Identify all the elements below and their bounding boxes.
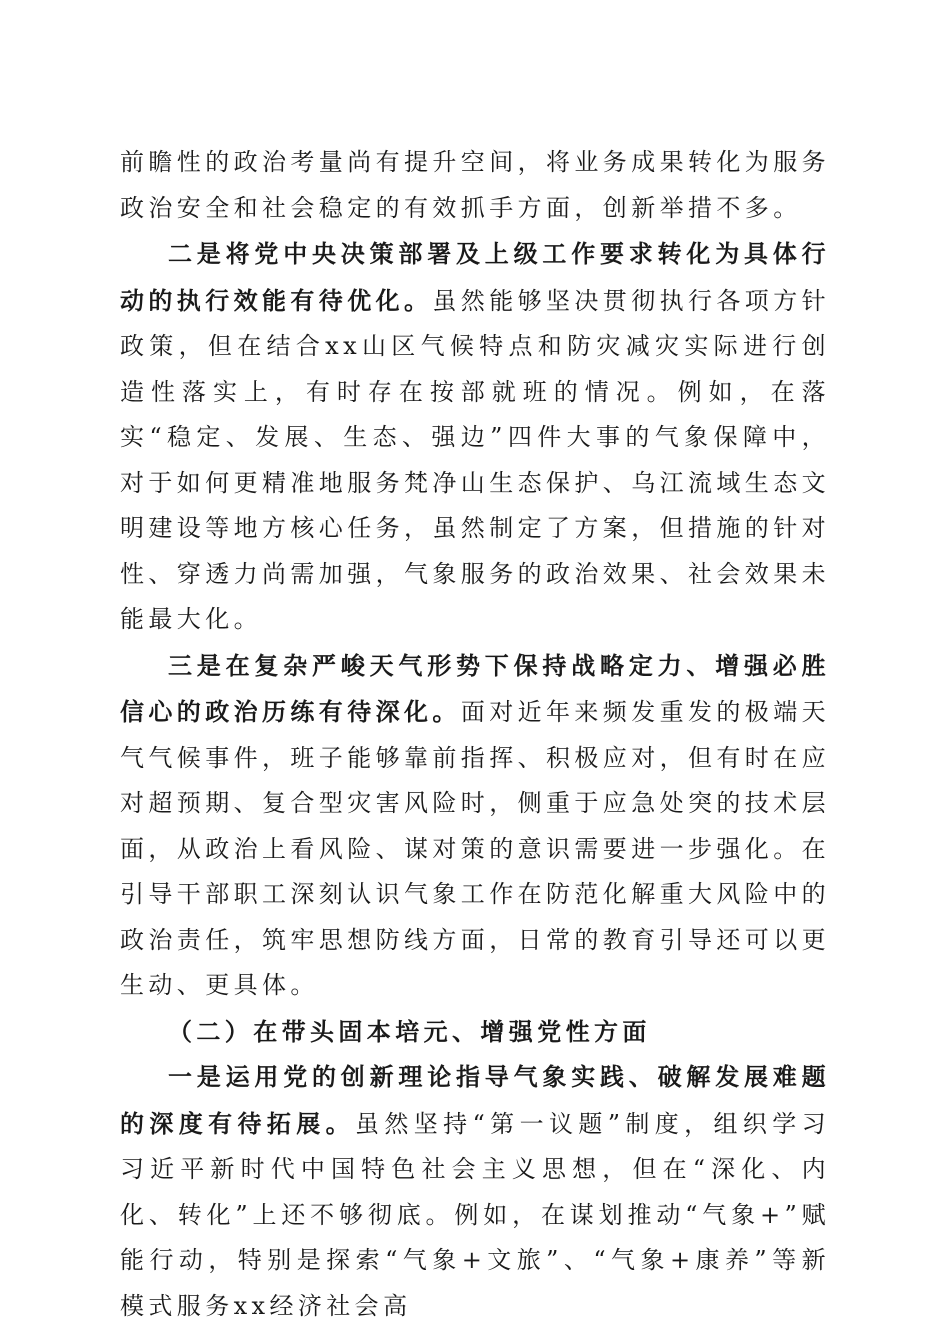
paragraph-body: 虽然能够坚决贯彻执行各项方针政策，但在结合xx山区气候特点和防灾减灾实际进行创造性落实上，有时存在按部就班的情况。例如，在落实“稳定、发展、生态、强边”四件大事的气象保障中，对于如何更精准地服务梵净山生态保护、乌江流域生态文明建设等地方核心任务，虽然制定了方案，但措施的针对性、穿透力尚需加强，气象服务的政治效果、社会效果未能最大化。 bbox=[120, 286, 831, 633]
paragraph-continued bbox=[120, 140, 830, 231]
paragraph-item-two bbox=[120, 231, 830, 643]
paragraph-lead: 三是在复杂严峻天气形势下保持战略定力、增强必胜信心的政治历练有待深化。 bbox=[120, 650, 830, 726]
paragraph-body: 虽然坚持“第一议题”制度，组织学习习近平新时代中国特色社会主义思想，但在“深化、内化、转化”上还不够彻底。例如，在谋划推动“气象+”赋能行动，特别是探索“气象+文旅”、“气象+康养”等新模式服务xx经济社会高 bbox=[120, 1109, 831, 1320]
paragraph-item-three bbox=[120, 643, 830, 1009]
paragraph-body: 前瞻性的政治考量尚有提升空间，将业务成果转化为服务政治安全和社会稳定的有效抓手方面，创新举措不多。 bbox=[120, 148, 830, 222]
paragraph-lead: 二是将党中央决策部署及上级工作要求转化为具体行动的执行效能有待优化。 bbox=[120, 239, 830, 315]
paragraph-lead: 一是运用党的创新理论指导气象实践、破解发展难题的深度有待拓展。 bbox=[120, 1062, 830, 1138]
section-heading: （二）在带头固本培元、增强党性方面 bbox=[168, 1016, 651, 1046]
paragraph-body: 面对近年来频发重发的极端天气气候事件，班子能够靠前指挥、积极应对，但有时在应对超预期、复合型灾害风险时，侧重于应急处突的技术层面，从政治上看风险、谋对策的意识需要进一步强化。在引导干部职工深刻认识气象工作在防范化解重大风险中的政治责任，筑牢思想防线方面，日常的教育引导还可以更生动、更具体。 bbox=[120, 698, 831, 999]
paragraph-item-one bbox=[120, 1054, 830, 1329]
